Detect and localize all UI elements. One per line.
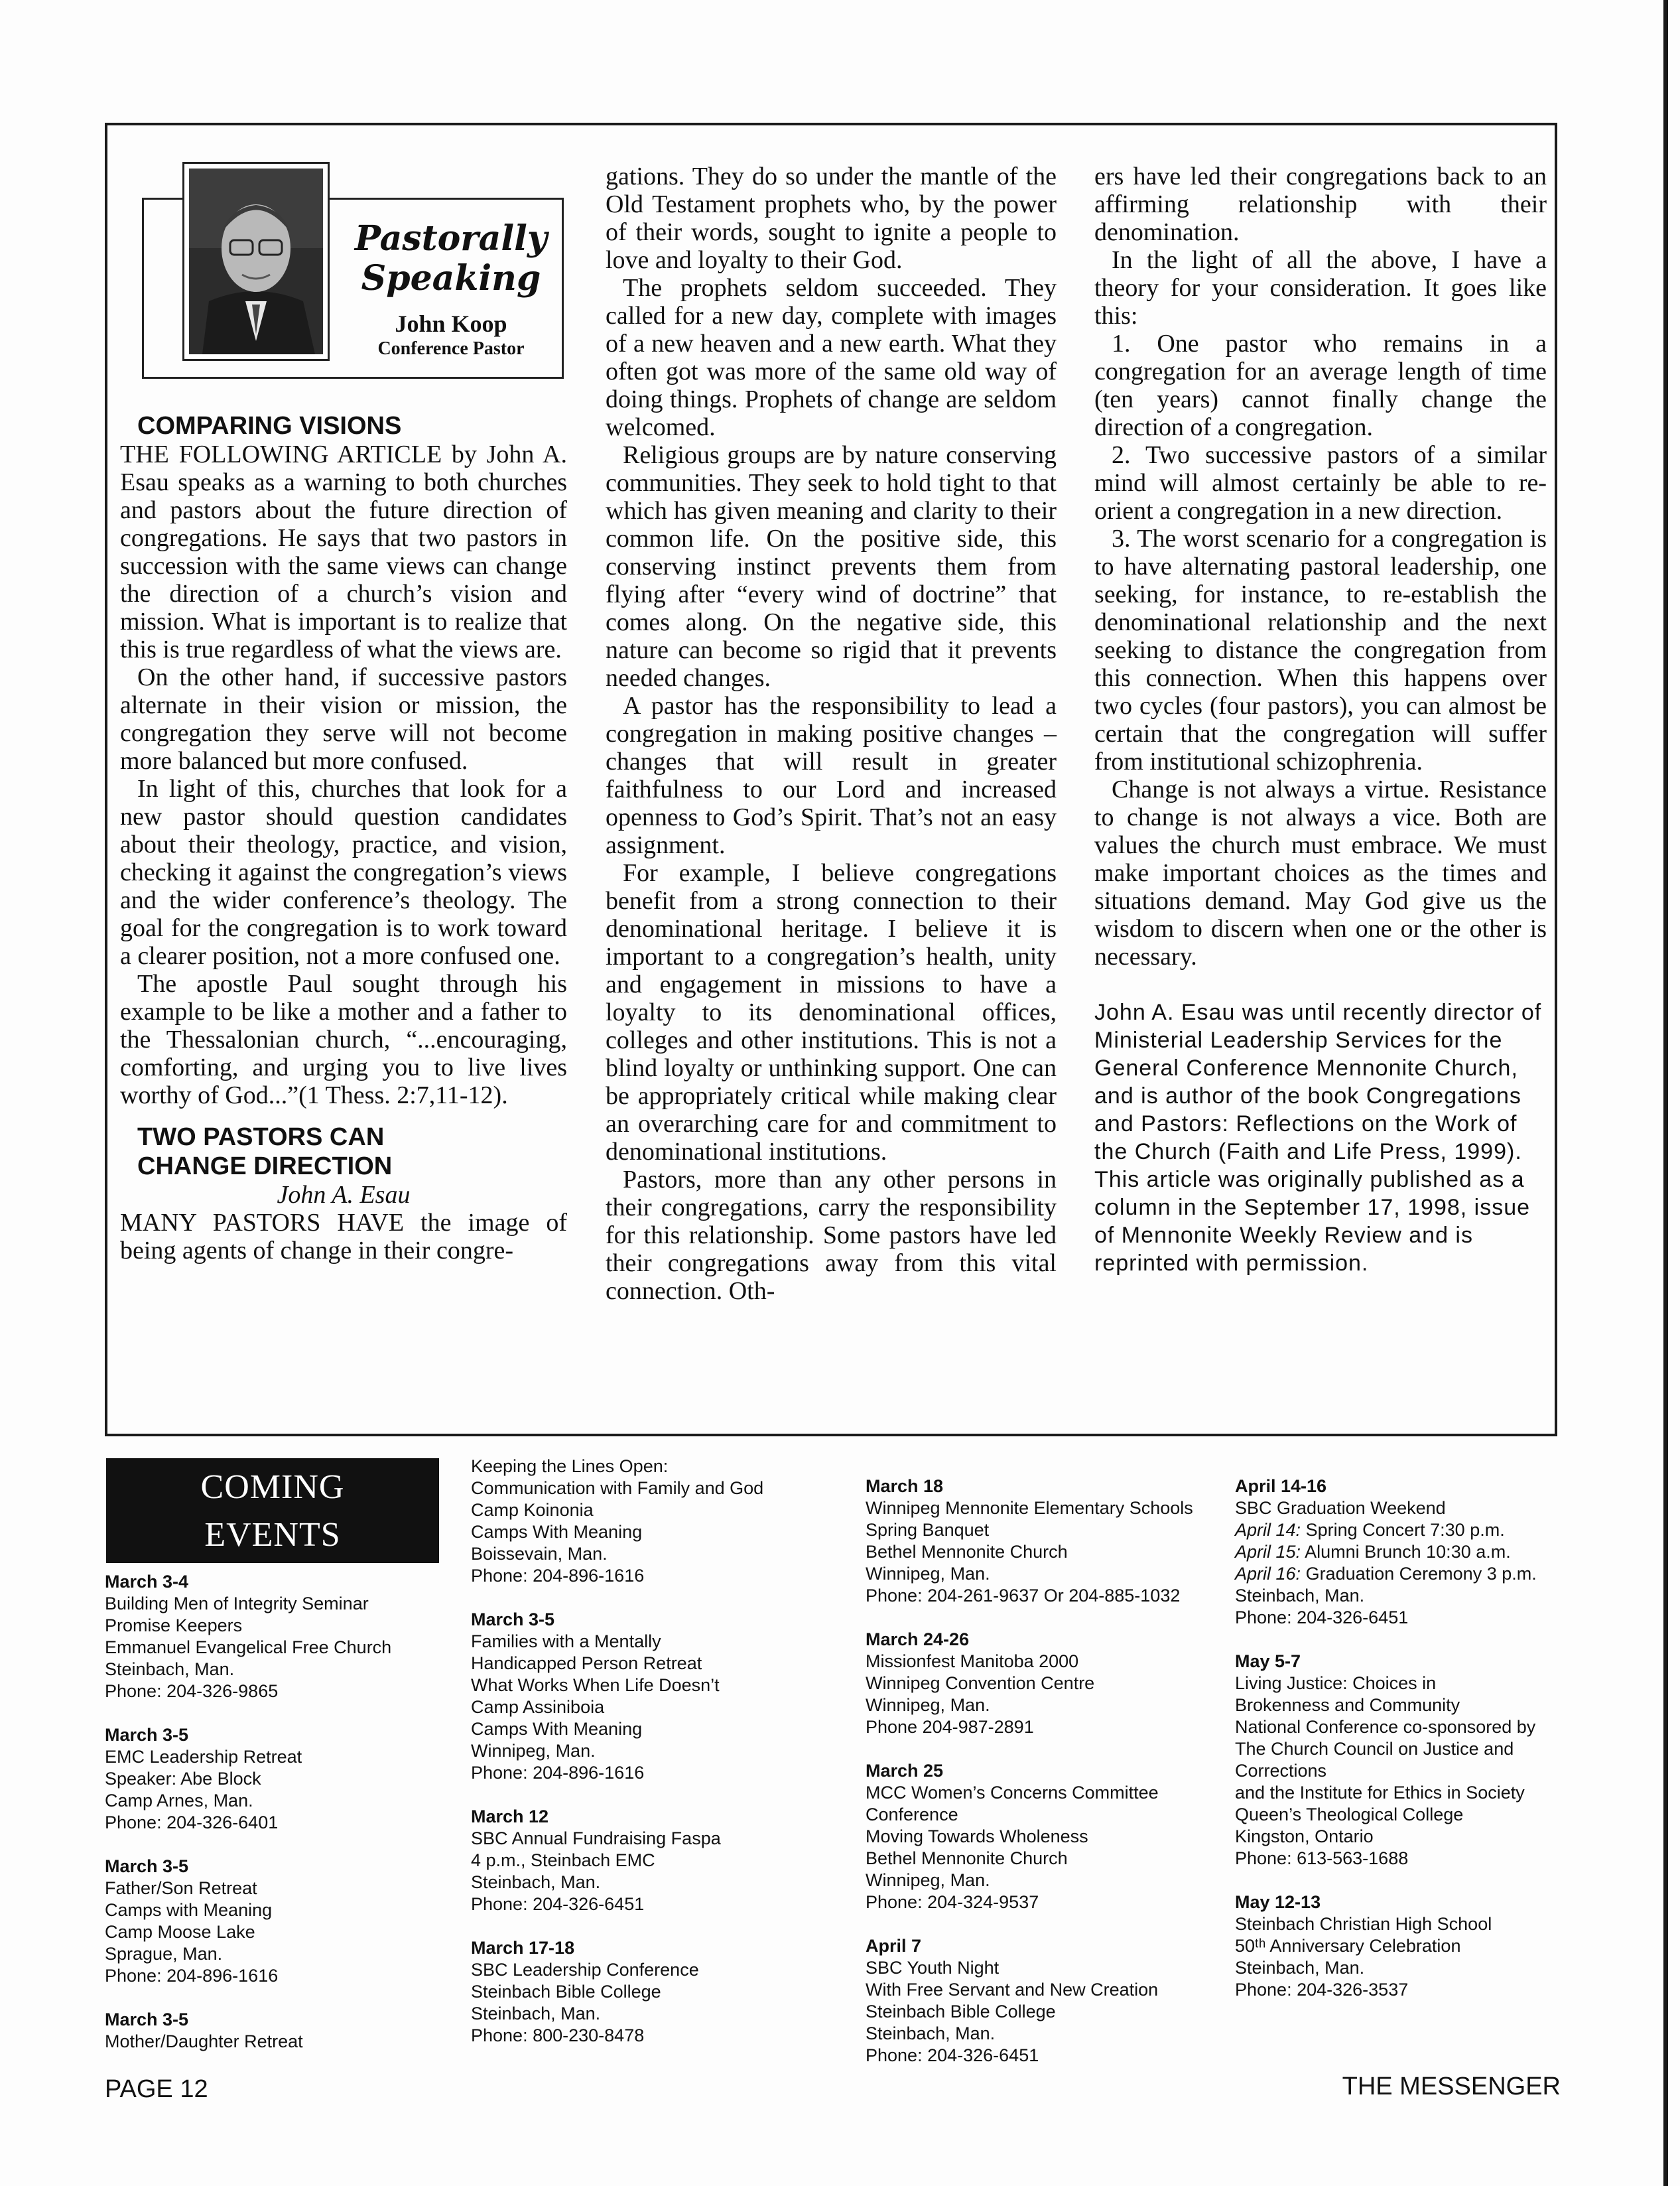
event-listing — [471, 1456, 829, 1587]
event-detail: Bethel Mennonite Church — [866, 1542, 1068, 1562]
paragraph: The apostle Paul sought through his example to be like a mother and a father to the Thessalonian church, “...encouraging, comforting, and urging you to live lives worthy of God...”(1 Thess. 2:7,11-12). — [120, 970, 567, 1109]
event-listing — [105, 1856, 450, 1987]
event-detail: Steinbach, Man. — [866, 2023, 996, 2043]
event-listing — [471, 1609, 829, 1784]
schedule-activity: Graduation Ceremony 3 p.m. — [1301, 1564, 1537, 1584]
page-number: PAGE 12 — [105, 2075, 208, 2103]
paragraph: Pastors, more than any other persons in their congregations, carry the responsibility for this relationship. Some pastors have led their congregations away from this vital connection. Oth- — [606, 1166, 1057, 1305]
schedule-activity: Spring Concert 7:30 p.m. — [1301, 1520, 1505, 1540]
event-detail: Phone: 613-563-1688 — [1235, 1848, 1409, 1868]
events-column-2 — [471, 1456, 829, 2069]
event-detail: Emmanuel Evangelical Free Church — [105, 1637, 392, 1657]
event-detail: SBC Leadership Conference — [471, 1960, 699, 1980]
event-listing — [471, 1937, 829, 2047]
event-date: April 14-16 — [1235, 1476, 1327, 1496]
event-detail: What Works When Life Doesn’t — [471, 1675, 720, 1695]
paragraph: Change is not always a virtue. Resistance to change is not always a vice. Both are values the church must embrace. We must make important choices as the times and situations demand. May God give us the wisdom to discern when one or the other is necessary. — [1094, 776, 1547, 971]
logo-line-1: Pastorally — [354, 218, 548, 259]
event-listing — [1235, 1475, 1593, 1629]
paragraph: 3. The worst scenario for a congregation is to have alternating pastoral leadership, one seeking, for instance, to re-establish the denominational relationship and the next seeking to distance the congregation from this connection. When this happens over two cycles (four pastors), you can almost be certain that the congregation will suffer from institutional schizophrenia. — [1094, 525, 1547, 776]
event-detail: Phone: 800-230-8478 — [471, 2025, 645, 2045]
pastor-name: John Koop — [395, 310, 507, 337]
event-detail: Steinbach, Man. — [1235, 1586, 1365, 1605]
event-schedule-item — [1235, 1519, 1593, 1541]
event-listing — [105, 1724, 450, 1834]
event-schedule-item — [1235, 1541, 1593, 1563]
event-detail: Phone: 204-261-9637 Or 204-885-1032 — [866, 1586, 1181, 1605]
event-detail: Communication with Family and God — [471, 1478, 764, 1498]
event-detail: EMC Leadership Retreat — [105, 1747, 302, 1767]
event-detail: The Church Council on Justice and — [1235, 1739, 1514, 1759]
event-detail: Phone: 204-896-1616 — [471, 1763, 645, 1783]
event-detail: Queen’s Theological College — [1235, 1805, 1464, 1824]
event-detail: SBC Annual Fundraising Faspa — [471, 1828, 721, 1848]
event-detail: Steinbach, Man. — [1235, 1958, 1365, 1978]
pastor-title: Conference Pastor — [377, 338, 525, 359]
event-date: March 3-5 — [105, 1725, 189, 1745]
paragraph: 1. One pastor who remains in a congregation for an average length of time (ten years) cannot finally change the direction of a congregation. — [1094, 330, 1547, 441]
event-detail: Moving Towards Wholeness — [866, 1826, 1088, 1846]
events-column-1 — [105, 1571, 450, 2075]
event-detail: Phone: 204-326-6451 — [1235, 1607, 1409, 1627]
event-date: March 3-4 — [105, 1572, 189, 1592]
event-detail: Camp Koinonia — [471, 1500, 594, 1520]
event-detail: Winnipeg Mennonite Elementary Schools — [866, 1498, 1193, 1518]
event-detail: Phone: 204-324-9537 — [866, 1892, 1039, 1912]
event-listing — [866, 1629, 1224, 1738]
event-detail: Conference — [866, 1805, 958, 1824]
event-detail: Phone: 204-326-9865 — [105, 1681, 279, 1701]
banner-line-2: EVENTS — [204, 1516, 341, 1554]
event-detail: Winnipeg, Man. — [866, 1564, 990, 1584]
event-detail: Winnipeg, Man. — [471, 1741, 596, 1761]
event-detail: Steinbach, Man. — [105, 1659, 235, 1679]
schedule-day: April 16: — [1235, 1564, 1301, 1584]
event-detail: Kingston, Ontario — [1235, 1826, 1374, 1846]
event-detail: MCC Women’s Concerns Committee — [866, 1783, 1159, 1803]
paragraph: THE FOLLOWING ARTICLE by John A. Esau speaks as a warning to both churches and pastors about the future direction of congregations. He says that two pastors in succession with the same views can change the direction of a church’s vision and mission. What is important is to realize that this is true regardless of what the views are. — [120, 441, 567, 663]
article-column-2 — [606, 163, 1057, 1305]
paragraph: 2. Two successive pastors of a similar mind will almost certainly be able to re-orient a congregation in a new direction. — [1094, 441, 1547, 525]
event-detail: Phone: 204-326-6451 — [866, 2045, 1039, 2065]
event-detail: 50ᵗʰ Anniversary Celebration — [1235, 1936, 1461, 1956]
event-date: March 18 — [866, 1476, 944, 1496]
banner-line-1: COMING — [200, 1468, 345, 1506]
event-detail: Camp Arnes, Man. — [105, 1791, 253, 1810]
event-detail: National Conference co-sponsored by — [1235, 1717, 1536, 1737]
event-listing — [1235, 1651, 1593, 1870]
event-detail: Missionfest Manitoba 2000 — [866, 1651, 1079, 1671]
event-detail: Promise Keepers — [105, 1615, 243, 1635]
paragraph: Religious groups are by nature conserving communities. They seek to hold tight to that which has given meaning and clarity to their common life. On the positive side, this conserving instinct prevents them from flying after “every wind of doctrine” that comes along. On the negative side, this nature can become so rigid that it prevents needed changes. — [606, 441, 1057, 692]
event-detail: Phone: 204-326-6401 — [105, 1812, 279, 1832]
event-detail: Phone: 204-326-6451 — [471, 1894, 645, 1914]
event-detail: Spring Banquet — [866, 1520, 990, 1540]
paragraph: For example, I believe congregations benefit from a strong connection to their denominational heritage. I believe it is important to a congregation’s health, unity and engagement in missions to have a loyalty to its denominational offices, colleges and other institutions. This is not a blind loyalty or unthinking support. One can be appropriately critical while making clear an overarching care for and commitment to denominational institutions. — [606, 859, 1057, 1166]
event-detail: Mother/Daughter Retreat — [105, 2031, 303, 2051]
event-date: March 3-5 — [471, 1609, 555, 1629]
event-detail: SBC Youth Night — [866, 1958, 1000, 1978]
event-detail: With Free Servant and New Creation — [866, 1980, 1159, 2000]
event-listing — [105, 1571, 450, 1702]
event-listing — [471, 1806, 829, 1915]
article-heading-line-2: CHANGE DIRECTION — [137, 1152, 393, 1180]
event-detail: Father/Son Retreat — [105, 1878, 257, 1898]
event-detail: Steinbach Christian High School — [1235, 1914, 1492, 1934]
event-detail: Steinbach, Man. — [471, 2004, 601, 2023]
event-listing — [866, 1760, 1224, 1913]
event-detail: Camps With Meaning — [471, 1719, 643, 1739]
event-detail: Bethel Mennonite Church — [866, 1848, 1068, 1868]
event-detail: Camp Assiniboia — [471, 1697, 605, 1717]
event-detail: 4 p.m., Steinbach EMC — [471, 1850, 655, 1870]
paragraph: A pastor has the responsibility to lead a congregation in making positive changes – changes that will result in greater faithfulness to our Lord and increased openness to God’s Spirit. That’s not an easy assignment. — [606, 692, 1057, 859]
event-date: March 25 — [866, 1761, 944, 1781]
paragraph: gations. They do so under the mantle of the Old Testament prophets who, by the power of their words, sought to ignite a people to love and loyalty to their God. — [606, 163, 1057, 274]
paragraph: ers have led their congregations back to an affirming relationship with their denomination. — [1094, 163, 1547, 246]
article-heading-comparing-visions: COMPARING VISIONS — [137, 412, 402, 440]
event-detail: Camp Moose Lake — [105, 1922, 255, 1942]
event-detail: Steinbach Bible College — [866, 2002, 1056, 2021]
article-byline: John A. Esau — [277, 1181, 411, 1209]
pastorally-speaking-logo — [352, 219, 550, 299]
events-column-3 — [866, 1475, 1224, 2088]
publication-name: THE MESSENGER — [1342, 2073, 1561, 2100]
author-note: John A. Esau was until recently director of Ministerial Leadership Services for the General Conference Mennonite Church, and is author of the book Congregations and Pastors: Reflections on the Work of the Church (Faith and Life Press, 1999). This article was originally published as a column in the September 17, 1998, issue of Mennonite Weekly Review and is reprinted with permission. — [1094, 1000, 1542, 1276]
schedule-day: April 14: — [1235, 1520, 1301, 1540]
event-date: March 24-26 — [866, 1629, 970, 1649]
paragraph: MANY PASTORS HAVE the image of being agents of change in their congre- — [120, 1209, 567, 1264]
paragraph: The prophets seldom succeeded. They called for a new day, complete with images of a new heaven and a new earth. What they often got was more of the same old way of doing things. Prophets of change are seldom welcomed. — [606, 274, 1057, 441]
page-edge-rule — [1663, 0, 1668, 2186]
paragraph: In the light of all the above, I have a theory for your consideration. It goes like this: — [1094, 246, 1547, 330]
schedule-activity: Alumni Brunch 10:30 a.m. — [1301, 1542, 1511, 1562]
event-date: May 5-7 — [1235, 1651, 1301, 1671]
event-listing — [105, 2009, 450, 2053]
event-detail: Families with a Mentally — [471, 1631, 661, 1651]
event-detail: Living Justice: Choices in — [1235, 1673, 1437, 1693]
event-detail: Brokenness and Community — [1235, 1695, 1460, 1715]
events-column-4 — [1235, 1475, 1593, 2023]
event-listing — [866, 1935, 1224, 2067]
event-detail: Sprague, Man. — [105, 1944, 223, 1964]
event-detail: Steinbach, Man. — [471, 1872, 601, 1892]
event-listing — [866, 1475, 1224, 1607]
event-detail: Winnipeg, Man. — [866, 1870, 990, 1890]
event-listing — [1235, 1891, 1593, 2001]
paragraph: On the other hand, if successive pastors alternate in their vision or mission, the congregation they serve will not become more balanced but more confused. — [120, 663, 567, 775]
event-date: May 12-13 — [1235, 1892, 1321, 1912]
article-column-1 — [120, 411, 567, 1264]
event-detail: Camps With Meaning — [471, 1522, 643, 1542]
event-detail: SBC Graduation Weekend — [1235, 1498, 1446, 1518]
event-detail: Boissevain, Man. — [471, 1544, 608, 1564]
article-column-3 — [1094, 163, 1547, 1277]
pastor-photo — [189, 169, 323, 354]
event-detail: Winnipeg, Man. — [866, 1695, 990, 1715]
event-detail: Steinbach Bible College — [471, 1982, 661, 2002]
event-detail: Keeping the Lines Open: — [471, 1456, 669, 1476]
schedule-day: April 15: — [1235, 1542, 1301, 1562]
event-detail: Phone 204-987-2891 — [866, 1717, 1034, 1737]
event-detail: Handicapped Person Retreat — [471, 1653, 702, 1673]
event-date: March 3-5 — [105, 2010, 189, 2029]
event-detail: Phone: 204-326-3537 — [1235, 1980, 1409, 2000]
event-detail: Speaker: Abe Block — [105, 1769, 261, 1789]
event-detail: Corrections — [1235, 1761, 1327, 1781]
event-detail: Phone: 204-896-1616 — [105, 1966, 279, 1986]
event-date: March 17-18 — [471, 1938, 575, 1958]
event-detail: Building Men of Integrity Seminar — [105, 1594, 369, 1613]
article-heading-line-1: TWO PASTORS CAN — [137, 1123, 385, 1151]
paragraph: In light of this, churches that look for a new pastor should question candidates about their theology, practice, and vision, checking it against the congregation’s views and the wider conference’s theology. The goal for the congregation is to work toward a clearer position, not a more confused one. — [120, 775, 567, 970]
event-detail: Phone: 204-896-1616 — [471, 1566, 645, 1586]
event-date: April 7 — [866, 1936, 922, 1956]
event-date: March 12 — [471, 1807, 549, 1826]
event-detail: Camps with Meaning — [105, 1900, 273, 1920]
coming-events-banner — [106, 1458, 439, 1563]
event-detail: and the Institute for Ethics in Society — [1235, 1783, 1525, 1803]
event-date: March 3-5 — [105, 1856, 189, 1876]
event-schedule-item — [1235, 1563, 1593, 1585]
logo-line-2: Speaking — [361, 258, 541, 299]
event-detail: Winnipeg Convention Centre — [866, 1673, 1095, 1693]
